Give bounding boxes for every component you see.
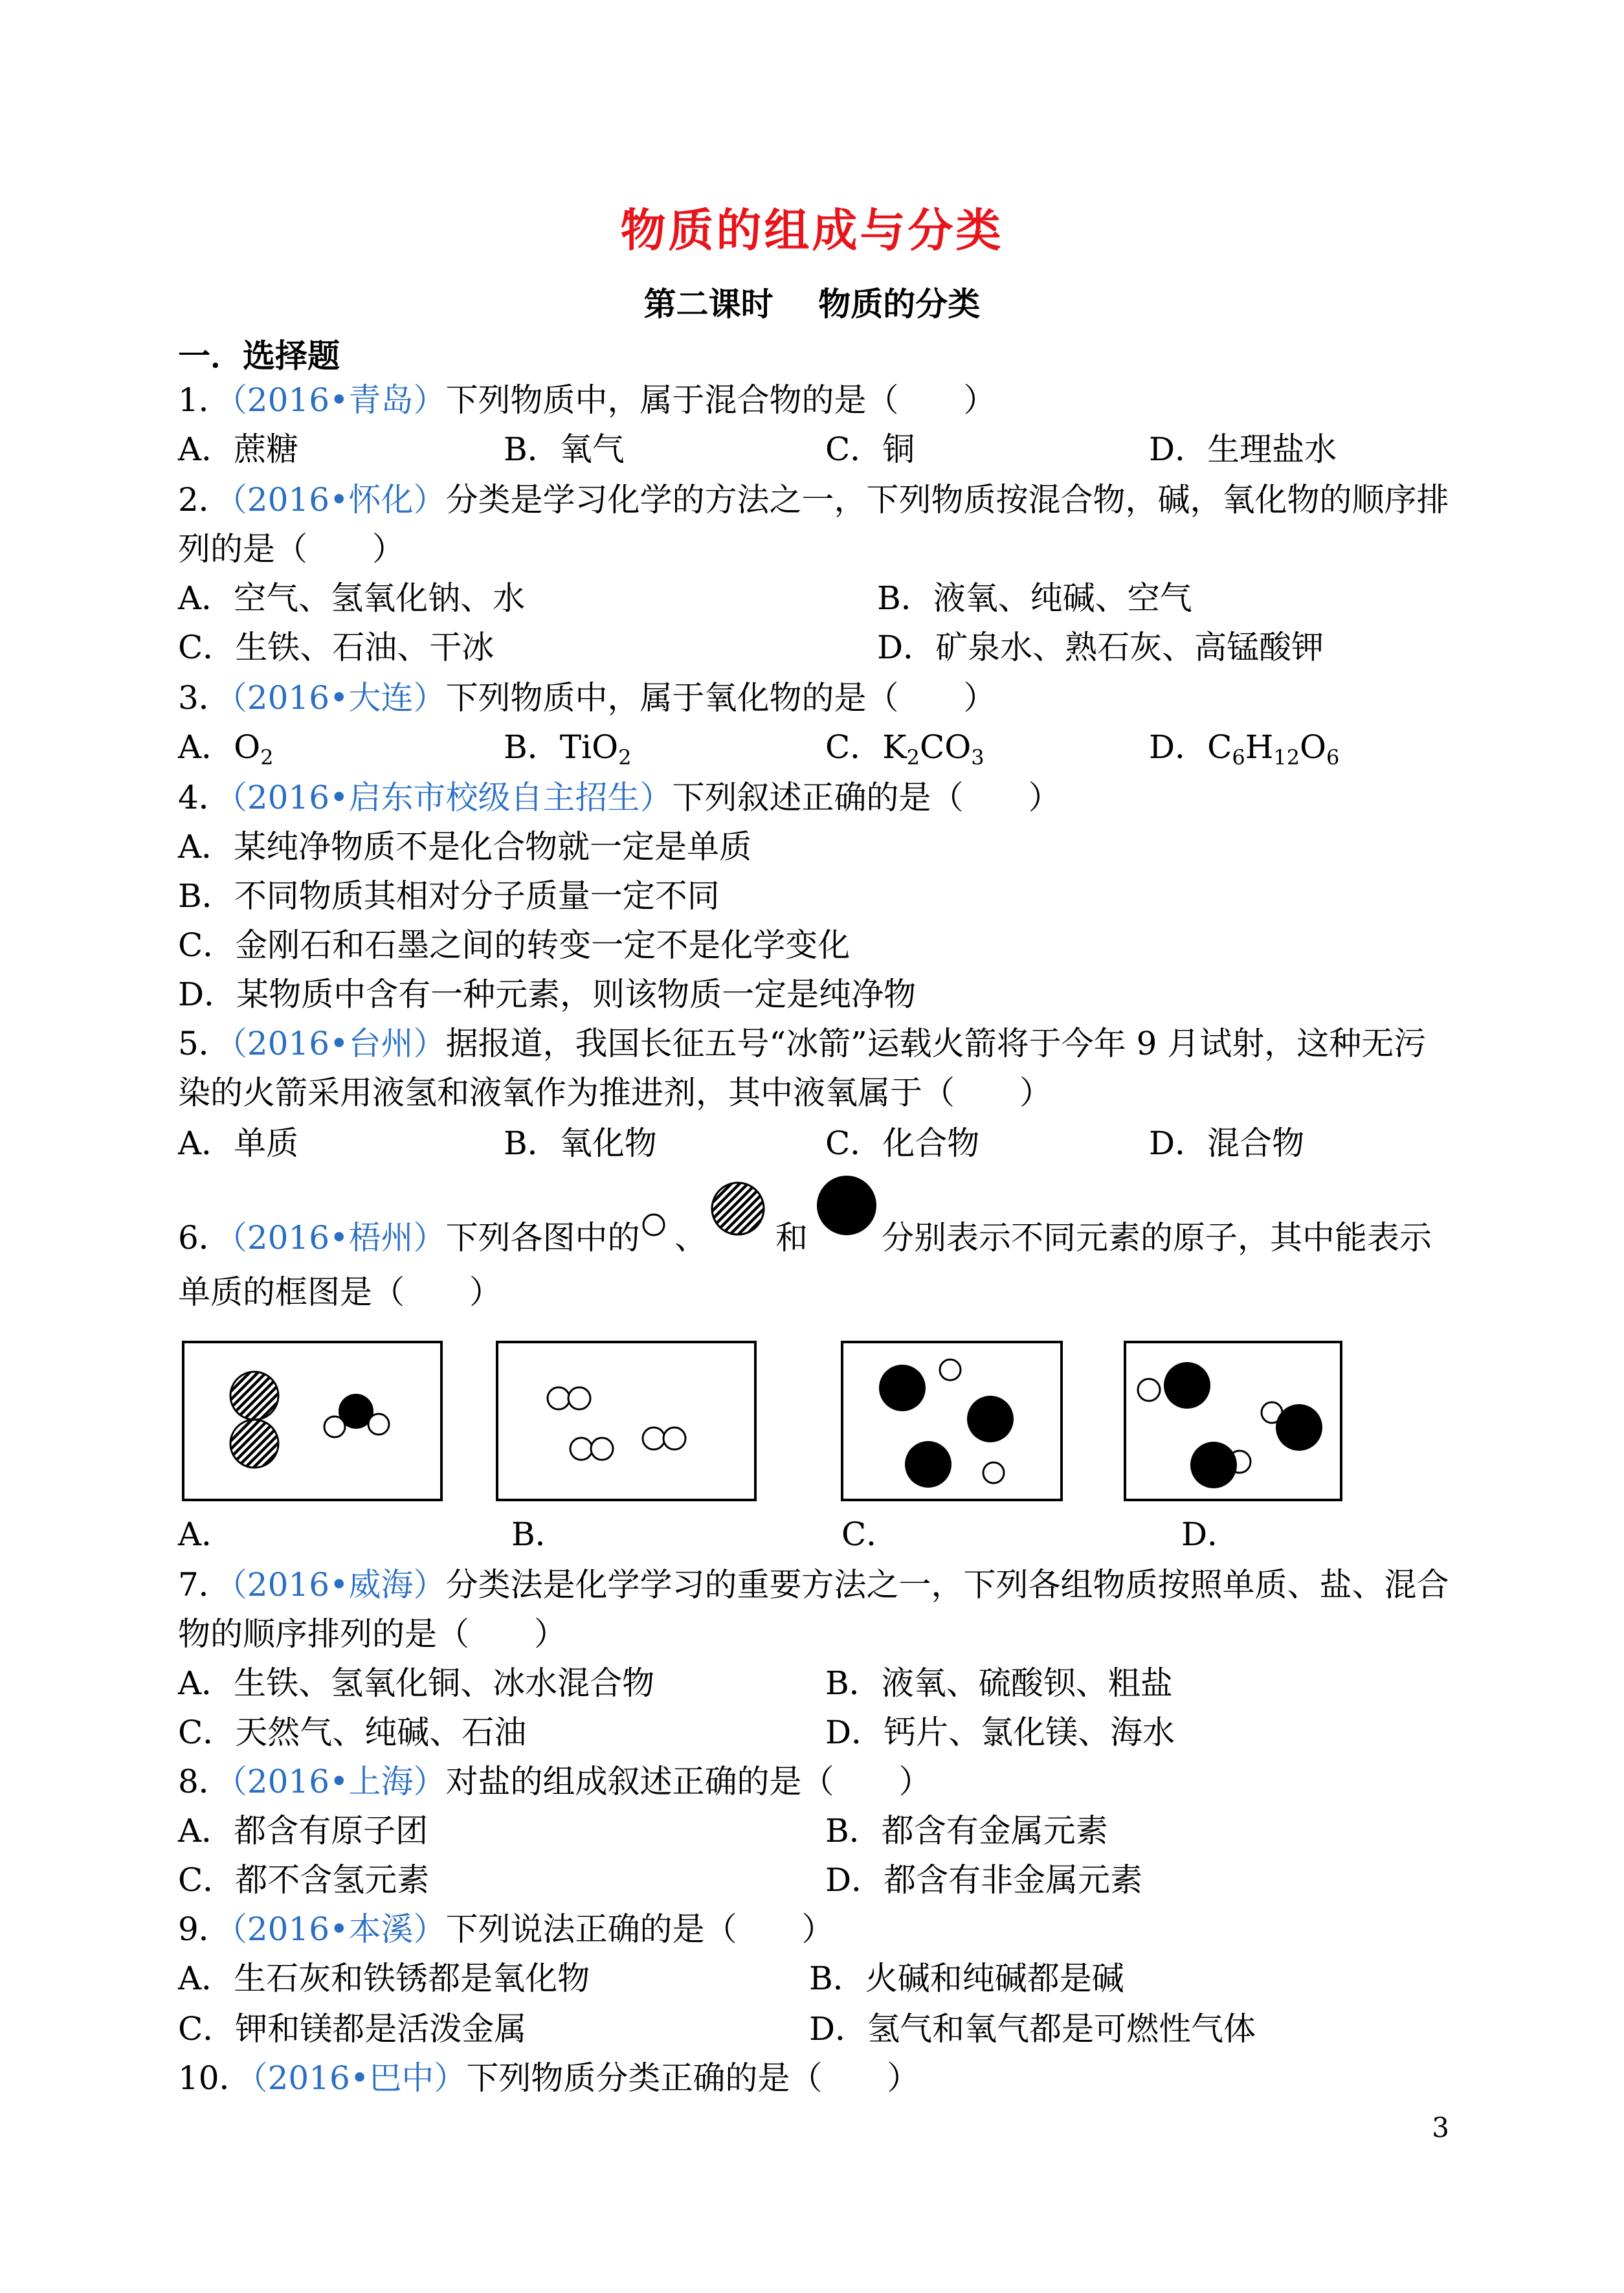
question-5 — [178, 1024, 1426, 1063]
subscript: 3 — [971, 745, 984, 770]
question-number: 3． — [178, 679, 231, 717]
section-heading: 一．选择题 — [178, 337, 340, 375]
subscript: 2 — [906, 745, 920, 770]
question-stem: 对盐的组成叙述正确的是（ ） — [445, 1763, 931, 1800]
diagram-c[interactable] — [840, 1340, 1063, 1502]
q2-option-a[interactable]: A．空气、氢氧化钠、水 — [178, 579, 526, 617]
q6-option-d[interactable]: D． — [1181, 1516, 1240, 1553]
formula: TiO — [559, 728, 619, 766]
formula: CO — [919, 728, 972, 766]
q1-option-a[interactable]: A．蔗糖 — [178, 431, 299, 468]
question-number: 2． — [178, 481, 231, 519]
question-source: （2016•巴中） — [251, 2059, 467, 2097]
q2-option-c[interactable]: C．生铁、石油、干冰 — [178, 629, 495, 666]
option-letter: B． — [504, 728, 560, 766]
black-atom-icon — [814, 1173, 879, 1238]
question-stem: 下列各图中的 — [445, 1219, 640, 1257]
q3-option-b[interactable] — [504, 728, 632, 770]
q3-option-a[interactable] — [178, 728, 274, 770]
question-stem: 下列叙述正确的是（ ） — [672, 779, 1061, 816]
question-number: 6． — [178, 1219, 231, 1257]
subscript: 2 — [618, 745, 632, 770]
diagram-a[interactable] — [181, 1340, 443, 1502]
q5-option-a[interactable]: A．单质 — [178, 1124, 299, 1162]
question-number: 8． — [178, 1763, 231, 1800]
subscript: 6 — [1326, 745, 1340, 770]
q4-option-a[interactable]: A．某纯净物质不是化合物就一定是单质 — [178, 828, 752, 866]
question-2 — [178, 480, 1449, 519]
page-subtitle: 第二课时 物质的分类 — [643, 285, 981, 323]
subscript: 2 — [260, 745, 274, 770]
formula: O — [234, 728, 261, 766]
question-number: 1． — [178, 381, 231, 419]
question-9 — [178, 1910, 834, 1949]
q6-option-c[interactable]: C． — [841, 1516, 899, 1553]
q9-option-a[interactable]: A．生石灰和铁锈都是氧化物 — [178, 1960, 590, 1997]
question-1 — [178, 381, 996, 419]
q4-option-c[interactable]: C．金刚石和石墨之间的转变一定不是化学变化 — [178, 926, 851, 964]
q1-option-b[interactable]: B．氧气 — [504, 431, 625, 468]
q6-option-a[interactable]: A． — [178, 1516, 234, 1553]
q9-option-b[interactable]: B．火碱和纯碱都是碱 — [809, 1960, 1124, 1997]
formula: K — [882, 728, 907, 766]
question-source: （2016•大连） — [230, 679, 446, 717]
question-stem: 下列物质中，属于混合物的是（ ） — [445, 381, 996, 419]
question-source: （2016•启东市校级自主招生） — [230, 779, 673, 816]
question-source: （2016•上海） — [230, 1763, 446, 1800]
q8-option-b[interactable]: B．都含有金属元素 — [825, 1812, 1108, 1850]
formula: C — [1207, 728, 1232, 766]
q2-option-b[interactable]: B．液氧、纯碱、空气 — [877, 579, 1192, 617]
white-atom-icon — [641, 1212, 667, 1238]
question-source: （2016•台州） — [230, 1025, 446, 1062]
question-2-stem-cont: 列的是（ ） — [178, 530, 405, 568]
q6-separator-1: 、 — [674, 1219, 707, 1257]
question-source: （2016•梧州） — [230, 1219, 446, 1257]
diagram-b[interactable] — [495, 1340, 757, 1502]
question-3 — [178, 678, 996, 717]
q1-option-c[interactable]: C．铜 — [825, 431, 915, 468]
q7-option-d[interactable]: D．钙片、氯化镁、海水 — [825, 1714, 1175, 1751]
question-4 — [178, 778, 1061, 817]
question-6-stem-b: 分别表示不同元素的原子，其中能表示 — [882, 1219, 1432, 1257]
question-source: （2016•怀化） — [230, 481, 446, 519]
q2-option-d[interactable]: D．矿泉水、熟石灰、高锰酸钾 — [877, 629, 1324, 666]
q4-option-d[interactable]: D．某物质中含有一种元素，则该物质一定是纯净物 — [178, 976, 917, 1013]
page-title: 物质的组成与分类 — [620, 203, 1004, 257]
question-6-stem-cont: 单质的框图是（ ） — [178, 1273, 502, 1311]
q3-option-c[interactable] — [825, 728, 984, 770]
formula: H — [1245, 728, 1274, 766]
q4-option-b[interactable]: B．不同物质其相对分子质量一定不同 — [178, 877, 720, 915]
subscript: 12 — [1273, 745, 1300, 770]
q7-option-c[interactable]: C．天然气、纯碱、石油 — [178, 1714, 527, 1751]
option-letter: A． — [178, 728, 234, 766]
subscript: 6 — [1232, 745, 1245, 770]
question-stem: 下列物质中，属于氧化物的是（ ） — [445, 679, 996, 717]
q9-option-c[interactable]: C．钾和镁都是活泼金属 — [178, 2010, 527, 2048]
option-letter: D． — [1149, 728, 1208, 766]
question-stem: 下列物质分类正确的是（ ） — [466, 2059, 920, 2097]
page-number: 3 — [1432, 2112, 1449, 2143]
question-stem: 下列说法正确的是（ ） — [445, 1910, 834, 1948]
question-7-stem-cont: 物的顺序排列的是（ ） — [178, 1615, 566, 1653]
question-8 — [178, 1762, 931, 1801]
question-6 — [178, 1218, 640, 1257]
q8-option-c[interactable]: C．都不含氢元素 — [178, 1861, 430, 1899]
question-5-stem-cont: 染的火箭采用液氢和液氧作为推进剂，其中液氧属于（ ） — [178, 1074, 1052, 1112]
q8-option-a[interactable]: A．都含有原子团 — [178, 1812, 428, 1850]
q6-separator-2: 和 — [775, 1219, 808, 1257]
q5-option-c[interactable]: C．化合物 — [825, 1124, 980, 1162]
question-number: 5． — [178, 1025, 231, 1062]
question-number: 9． — [178, 1910, 231, 1948]
q5-option-d[interactable]: D．混合物 — [1149, 1124, 1305, 1162]
question-number: 7． — [178, 1566, 231, 1604]
question-stem: 分类法是化学学习的重要方法之一，下列各组物质按照单质、盐、混合 — [445, 1566, 1449, 1604]
question-stem: 分类是学习化学的方法之一，下列物质按混合物，碱，氧化物的顺序排 — [445, 481, 1449, 519]
question-number: 10． — [178, 2059, 252, 2097]
q9-option-d[interactable]: D．氢气和氧气都是可燃性气体 — [809, 2010, 1256, 2048]
question-number: 4． — [178, 779, 231, 816]
option-letter: C． — [825, 728, 883, 766]
q8-option-d[interactable]: D．都含有非金属元素 — [825, 1861, 1143, 1899]
q5-option-b[interactable]: B．氧化物 — [504, 1124, 657, 1162]
q1-option-d[interactable]: D．生理盐水 — [1149, 431, 1337, 468]
question-7 — [178, 1565, 1449, 1604]
formula: O — [1300, 728, 1327, 766]
question-source: （2016•青岛） — [230, 381, 446, 419]
question-stem: 据报道，我国长征五号“冰箭”运载火箭将于今年 9 月试射，这种无污 — [445, 1025, 1427, 1062]
diagram-d[interactable] — [1123, 1340, 1343, 1502]
question-source: （2016•威海） — [230, 1566, 446, 1604]
q3-option-d[interactable] — [1149, 728, 1340, 770]
q6-option-b[interactable]: B． — [511, 1516, 568, 1553]
q7-option-a[interactable]: A．生铁、氢氧化铜、冰水混合物 — [178, 1664, 655, 1702]
hatched-atom-icon — [709, 1180, 767, 1238]
question-10 — [178, 2059, 919, 2097]
q7-option-b[interactable]: B．液氧、硫酸钡、粗盐 — [825, 1664, 1173, 1702]
question-source: （2016•本溪） — [230, 1910, 446, 1948]
